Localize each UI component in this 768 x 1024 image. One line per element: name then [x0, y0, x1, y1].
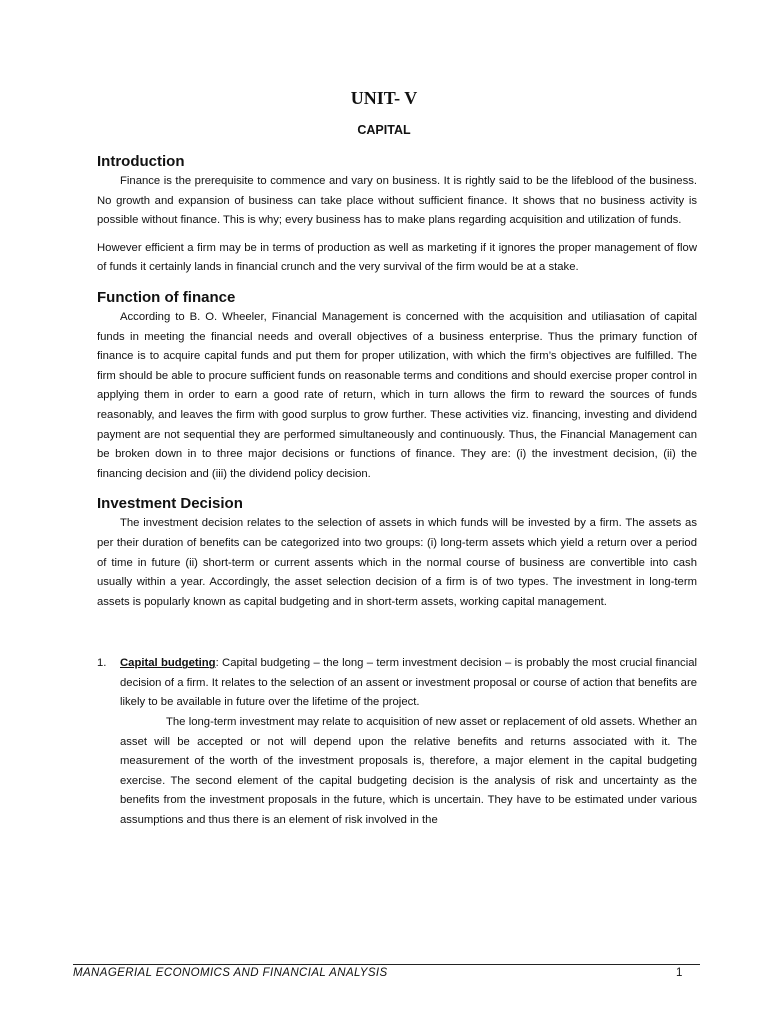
capital-budgeting-paragraph-2: The long-term investment may relate to acquisition of new asset or replacement of old assets. Whether an asset will be accepted or not will depend upon the relative benefits and returns associated with it. The measurement of the worth of the investment proposals is, therefore, a major element in the capital budgeting exercise. The second element of the capital budgeting decision is the analysis of risk and uncertainty as the benefits from the investment proposals in the future, which is uncertain. They have to be estimated under various assumptions and thus there is an element of risk involved in the	[120, 716, 697, 827]
list-item	[97, 654, 697, 830]
capital-budgeting-paragraph	[120, 654, 697, 713]
investment-paragraph: The investment decision relates to the selection of assets in which funds will be invested by a firm. The assets as per their duration of benefits can be categorized into two groups: (i) long-term assets which yield a return over a period of time in future (ii) short-term or current assents which in the normal course of business are convertible into cash usually within a year. Accordingly, the asset selection decision of a firm is of two types. The investment in long-term assets is popularly known as capital budgeting and in short-term assets, working capital management.	[97, 517, 697, 608]
investment-heading: Investment Decision	[97, 495, 243, 513]
function-heading: Function of finance	[97, 288, 236, 306]
page-body	[97, 152, 697, 831]
section-function-of-finance	[97, 288, 697, 484]
function-paragraph: According to B. O. Wheeler, Financial Management is concerned with the acquisition and utiliasation of capital funds in meeting the financial needs and overall objectives of a business enterprise. Thus the primary function of finance is to acquire capital funds and put them for proper utilization, with which the firm’s objectives are fulfilled. The firm should be able to procure sufficient funds on reasonable terms and conditions and should exercise proper control in applying them in order to earn a good rate of return, which in turn allows the firm to reward the sources of funds reasonably, and leaves the firm with good surplus to grow further. These activities viz. financing, investing and dividend payment are not sequential they are performed simultaneously and continuously. Thus, the Financial Management can be broken down in to three major decisions or functions of finance. They are: (i) the investment decision, (ii) the financing decision and (iii) the dividend policy decision.	[97, 310, 697, 480]
page-number: 1	[676, 967, 683, 979]
introduction-paragraph-1: Finance is the prerequisite to commence and vary on business. It is rightly said to be the lifeblood of the business. No growth and expansion of business can take place without sufficient finance. It shows that no business activity is possible without finance. This is why; every business has to make plans regarding acquisition and utilization of funds.	[97, 175, 697, 227]
section-introduction	[97, 152, 697, 278]
footer-title: MANAGERIAL ECONOMICS AND FINANCIAL ANALYSIS	[73, 967, 388, 979]
list-number: 1.	[97, 657, 107, 670]
introduction-paragraph-2: However efficient a firm may be in terms of production as well as marketing if it ignores the proper management of flow of funds it certainly lands in financial crunch and the very survival of the firm would be at a stake.	[97, 241, 697, 274]
section-investment-decision	[97, 494, 697, 612]
capital-budgeting-term: Capital budgeting	[120, 657, 216, 670]
introduction-heading: Introduction	[97, 153, 185, 170]
list-capital-budgeting	[97, 654, 697, 830]
chapter-title: CAPITAL	[357, 123, 411, 137]
capital-budgeting-text: : Capital budgeting – the long – term investment decision – is probably the most crucial financial decision of a firm. It relates to the selection of an assent or investment proposal or course of action that benefits are likely to be available in future over the lifetime of the project.	[120, 657, 698, 709]
unit-title: UNIT- V	[350, 88, 418, 108]
footer-divider	[73, 964, 700, 965]
